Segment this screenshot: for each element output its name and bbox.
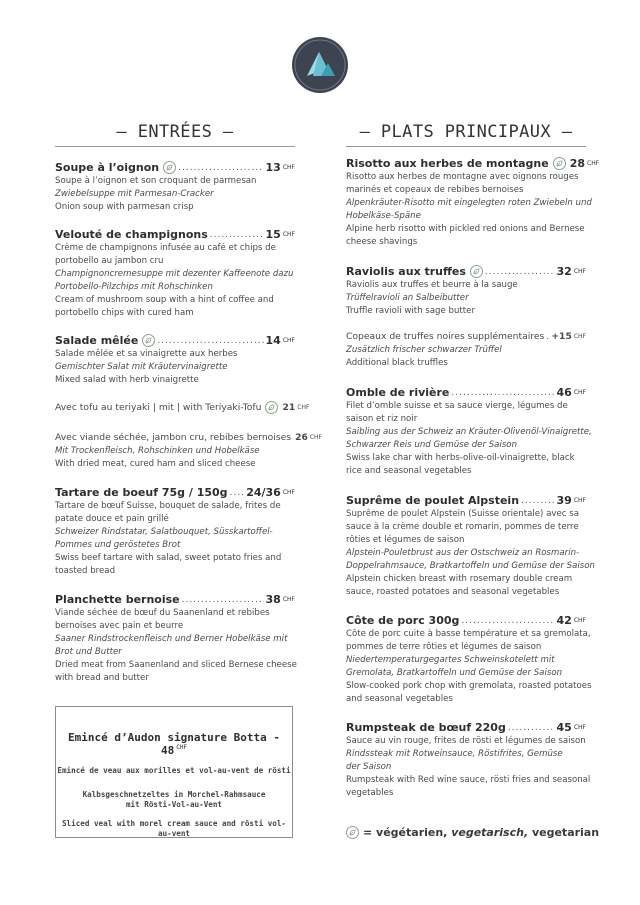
menu-item-description: Rindssteak mit Rotweinsauce, Röstifrites, Gemüse [346, 749, 563, 759]
menu-item-description: Brot und Butter [55, 647, 122, 657]
currency-label: CHF [297, 404, 310, 411]
menu-item-price: 42 [556, 614, 572, 627]
menu-item-title-row [346, 265, 586, 279]
menu-item-name: Soupe à l’oignon [55, 161, 160, 174]
menu-item-description: Mixed salad with herb vinaigrette [55, 375, 199, 385]
menu-item [346, 614, 592, 706]
menu-item-description: Slow-cooked pork chop with gremolata, roasted potatoes [346, 681, 592, 691]
menu-item-description: Salade mêlée et sa vinaigrette aux herbes [55, 349, 238, 359]
currency-label: CHF [282, 337, 295, 344]
menu-item-description: Portobello-Pilzchips mit Rohschinken [55, 282, 213, 292]
menu-item-description: patate douce et pain grillé [55, 514, 169, 524]
menu-item-price: 21 [282, 402, 296, 413]
menu-item-title-row [346, 614, 586, 628]
menu-item-description: Alpenkräuter-Risotto mit eingelegten roten Zwiebeln und [346, 198, 592, 208]
menu-item-description: sauce à la crème double et romarin, pommes de terre [346, 522, 579, 532]
menu-item-price: 24/36 [246, 486, 281, 499]
menu-item-description: marinés et copeaux de rebibes bernoises [346, 185, 524, 195]
menu-item-title-row [346, 330, 586, 344]
menu-item-title-row [55, 486, 295, 500]
menu-item-name: Avec tofu au teriyaki | mit | with Teriyaki-Tofu [55, 402, 262, 413]
menu-item-price: 38 [265, 593, 281, 606]
menu-item [346, 494, 595, 599]
menu-item-name: Risotto aux herbes de montagne [346, 157, 549, 170]
legend-de: vegetarisch, [451, 826, 529, 839]
menu-item-name: Suprême de poulet Alpstein [346, 494, 520, 507]
dot-leader [157, 334, 263, 348]
currency-label: CHF [282, 231, 295, 238]
vegetarian-leaf-icon [142, 334, 155, 347]
menu-item-description: Truffle ravioli with sage butter [346, 306, 475, 316]
signature-dish-name: Emincé d’Audon signature Botta - 48 [68, 731, 280, 757]
menu-item [346, 386, 592, 478]
menu-item-description: Niedertemperaturgegartes Schweinskotelett mit [346, 655, 555, 665]
dot-leader [451, 386, 554, 400]
menu-item-name: Velouté de champignons [55, 228, 208, 241]
menu-item-title-row [346, 386, 586, 400]
plats-heading: – PLATS PRINCIPAUX – [359, 122, 573, 142]
menu-item-price: 46 [556, 386, 572, 399]
menu-item-description: Onion soup with parmesan crisp [55, 202, 194, 212]
menu-item-description: Raviolis aux truffes et beurre à la sauge [346, 280, 518, 290]
menu-item-description: Alpstein-Pouletbrust aus der Ostschweiz an Rosmarin- [346, 548, 580, 558]
menu-item-description: sauce, roasted potatoes and seasonal vegetables [346, 587, 560, 597]
currency-label: CHF [309, 434, 323, 441]
menu-item-description: vegetables [346, 788, 394, 798]
dot-leader [230, 486, 245, 500]
menu-item-price: 45 [556, 721, 572, 734]
menu-item-description: Crème de champignons infusée au café et chips de [55, 243, 276, 253]
menu-item-description: Suprême de poulet Alpstein (Suisse orientale) avec sa [346, 509, 579, 519]
signature-dish-line-fr: Emincé de veau aux morilles et vol-au-vent de rösti [57, 766, 291, 775]
menu-item-description: Schweizer Rindstatar, Salatbouquet, Süsskartoffel- [55, 527, 273, 537]
vegetarian-leaf-icon [163, 161, 176, 174]
menu-item-price: +15 [551, 331, 572, 342]
menu-item-price: 32 [556, 265, 572, 278]
menu-item-description: Risotto aux herbes de montagne avec oignons rouges [346, 172, 579, 182]
menu-item-description: Doppelrahmsauce, Bratkartoffeln und Gemüse der Saison [346, 561, 595, 571]
menu-item-description: Viande séchée de bœuf du Saanenland et rebibes [55, 608, 270, 618]
menu-item-price: 15 [265, 228, 281, 241]
menu-item-description: and seasonal vegetables [346, 694, 453, 704]
currency-label: CHF [573, 724, 586, 731]
menu-item-title-row [346, 494, 586, 508]
menu-item-title-row [346, 157, 600, 171]
menu-item-name: Omble de rivière [346, 386, 450, 399]
menu-item-description: Gemischter Salat mit Kräutervinaigrette [55, 362, 228, 372]
menu-item-description: with bread and butter [55, 673, 149, 683]
vegetarian-leaf-icon [553, 157, 566, 170]
signature-dish-title [56, 731, 292, 757]
menu-item-title-row [346, 721, 586, 735]
menu-item [55, 593, 295, 685]
menu-item-description: Sauce au vin rouge, frites de rösti et légumes de saison [346, 736, 586, 746]
menu-item-description: Hobelkäse-Späne [346, 211, 421, 221]
menu-item [55, 161, 295, 214]
menu-item-description: rôties et légumes de saison [346, 535, 465, 545]
dot-leader [485, 265, 555, 279]
menu-item-description: Soupe à l’oignon et son croquant de parmesan [55, 176, 257, 186]
menu-item-name: Tartare de boeuf 75g / 150g [55, 486, 228, 499]
plats-heading-rule [346, 146, 586, 147]
dot-leader [210, 228, 264, 242]
dot-leader [182, 593, 264, 607]
menu-item-description: Champignoncremesuppe mit dezenter Kaffeenote dazu [55, 269, 294, 279]
vegetarian-leaf-icon [470, 265, 483, 278]
menu-item [55, 486, 295, 578]
menu-item-description: Alpine herb risotto with pickled red onions and Bernese [346, 224, 585, 234]
menu-item-description: Dried meat from Saanenland and sliced Bernese cheese [55, 660, 297, 670]
menu-item-description: saison et riz noir [346, 414, 418, 424]
menu-item-name: Raviolis aux truffes [346, 265, 466, 278]
menu-item [55, 228, 295, 320]
currency-label: CHF [282, 596, 295, 603]
currency-label: CHF [573, 389, 586, 396]
restaurant-logo [291, 36, 349, 94]
menu-item-description: rice and seasonal vegetables [346, 466, 472, 476]
menu-item-description: portobello au jambon cru [55, 256, 164, 266]
dot-leader [461, 614, 554, 628]
menu-item-description: Alpstein chicken breast with rosemary double cream [346, 574, 573, 584]
menu-item-description: Saaner Rindstrockenfleisch und Berner Hobelkäse mit [55, 634, 288, 644]
menu-item-description: With dried meat, cured ham and sliced cheese [55, 459, 256, 469]
menu-item-description: Zwiebelsuppe mit Parmesan-Cracker [55, 189, 214, 199]
menu-item [55, 334, 295, 387]
signature-dish-line-de-1: Kalbsgeschnetzeltes in Morchel-Rahmsauce [82, 790, 266, 799]
menu-item-name: Rumpsteak de bœuf 220g [346, 721, 506, 734]
menu-item-name: Planchette bernoise [55, 593, 180, 606]
currency-label: CHF [573, 497, 586, 504]
menu-item-description: Cream of mushroom soup with a hint of coffee and [55, 295, 274, 305]
menu-item-title-row [55, 431, 323, 445]
menu-item [55, 401, 310, 415]
menu-item-description: Rumpsteak with Red wine sauce, rösti fries and seasonal [346, 775, 591, 785]
menu-item-description: Schwarzer Reis und Gemüse der Saison [346, 440, 518, 450]
menu-item-description: portobello chips with cured ham [55, 308, 194, 318]
legend-fr: = végétarien, [363, 826, 448, 839]
menu-item-description: Saibling aus der Schweiz an Kräuter-Olivenöl-Vinaigrette, [346, 427, 592, 437]
menu-item-price: 13 [265, 161, 281, 174]
signature-dish-line-de-2: mit Rösti-Vol-au-Vent [125, 800, 222, 809]
menu-item-title-row [55, 401, 310, 415]
menu-item-price: 14 [265, 334, 281, 347]
menu-item [346, 330, 586, 370]
dot-leader [521, 494, 554, 508]
menu-item [346, 265, 586, 318]
dot-leader [178, 161, 263, 175]
menu-item-description: der Saison [346, 762, 392, 772]
menu-item-description: Filet d’omble suisse et sa sauce vierge, légumes de [346, 401, 568, 411]
currency-label: CHF [282, 489, 295, 496]
menu-item-description: Trüffelravioli an Salbeibutter [346, 293, 469, 303]
menu-item-name: Côte de porc 300g [346, 614, 460, 627]
vegetarian-leaf-icon [346, 826, 359, 839]
currency-label: CHF [573, 617, 586, 624]
signature-dish-line-en: Sliced veal with morel cream sauce and rösti vol-au-vent [61, 819, 287, 838]
menu-item-name: Salade mêlée [55, 334, 139, 347]
menu-item-description: toasted bread [55, 566, 116, 576]
menu-item-description: Côte de porc cuite à basse température et sa gremolata, [346, 629, 591, 639]
signature-dish-chf: CHF [176, 744, 188, 752]
menu-item-description: bernoises avec pain et beurre [55, 621, 184, 631]
menu-item-description: pommes de terre rôties et légumes de saison [346, 642, 542, 652]
currency-label: CHF [282, 164, 295, 171]
entrees-heading: – ENTRÉES – [116, 122, 234, 142]
menu-item-description: Mit Trockenfleisch, Rohschinken und Hobelkäse [55, 446, 260, 456]
menu-item-name: Avec viande séchée, jambon cru, rebibes bernoises [55, 432, 292, 443]
menu-item-price: 39 [556, 494, 572, 507]
menu-item-description: Swiss beef tartare with salad, sweet potato fries and [55, 553, 282, 563]
menu-item-title-row [55, 161, 295, 175]
menu-item [55, 431, 323, 471]
vegetarian-legend [346, 826, 599, 840]
menu-item-title-row [55, 593, 295, 607]
currency-label: CHF [573, 333, 586, 340]
dot-leader [546, 330, 549, 344]
menu-item-description: Gremolata, Bratkartoffeln und Gemüse der Saison [346, 668, 563, 678]
currency-label: CHF [573, 268, 586, 275]
legend-en: vegetarian [531, 826, 600, 839]
entrees-heading-rule [55, 146, 295, 147]
menu-item-price: 26 [295, 432, 308, 443]
menu-item [346, 721, 591, 800]
menu-item-description: Tartare de bœuf Suisse, bouquet de salade, frites de [55, 501, 281, 511]
menu-item-price: 28 [569, 157, 586, 170]
menu-item-name: Copeaux de truffes noires supplémentaires [346, 331, 545, 342]
menu-item-description: Additional black truffles [346, 358, 448, 368]
menu-item-title-row [55, 334, 295, 348]
signature-dish-box [55, 706, 293, 838]
menu-item [346, 157, 600, 249]
menu-item-description: Pommes und geröstetes Brot [55, 540, 181, 550]
menu-item-title-row [55, 228, 295, 242]
menu-item-description: Swiss lake char with herbs-olive-oil-vinaigrette, black [346, 453, 575, 463]
dot-leader [508, 721, 555, 735]
menu-item-description: Zusätzlich frischer schwarzer Trüffel [346, 345, 502, 355]
menu-item-description: cheese shavings [346, 237, 418, 247]
currency-label: CHF [587, 160, 600, 167]
vegetarian-leaf-icon [265, 401, 278, 414]
